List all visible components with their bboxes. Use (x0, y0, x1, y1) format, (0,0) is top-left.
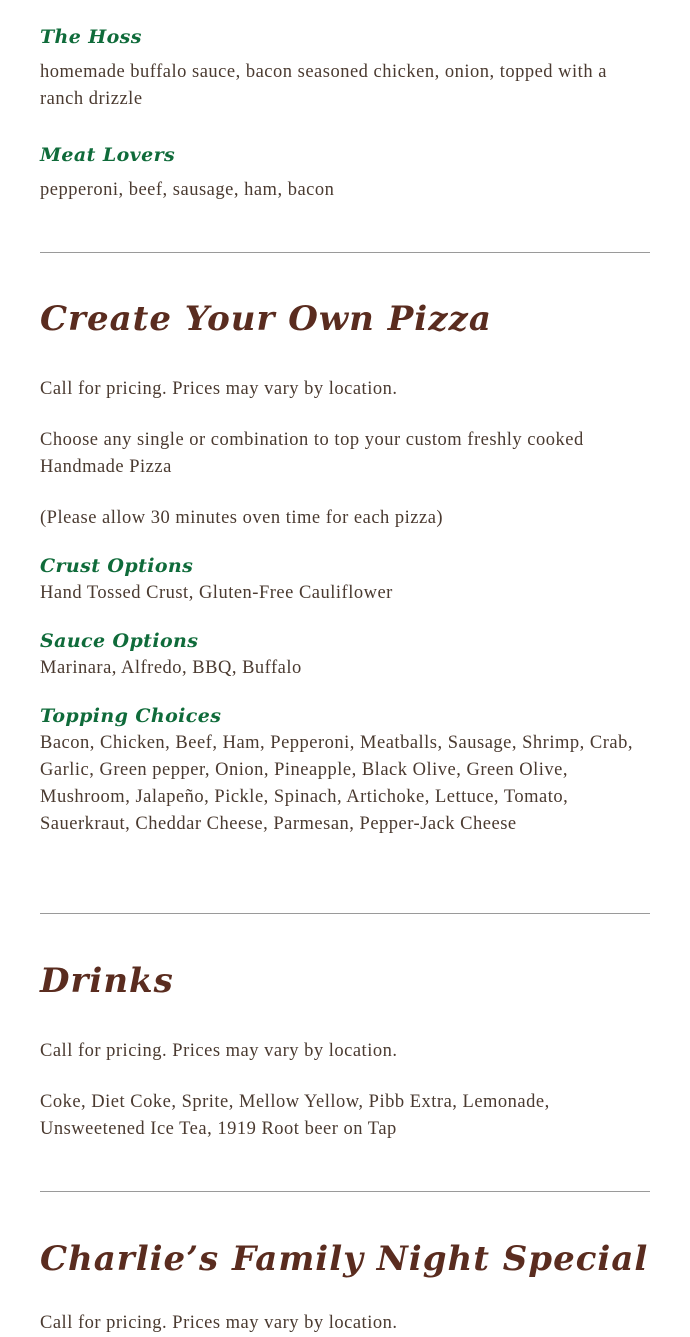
oven-time-note: (Please allow 30 minutes oven time for each pizza) (40, 508, 444, 528)
option-values: Marinara, Alfredo, BBQ, Buffalo (40, 658, 302, 678)
option-values: Hand Tossed Crust, Gluten-Free Cauliflower (40, 583, 393, 603)
menu-item-description: homemade buffalo sauce, bacon seasoned chicken, onion, topped with a ranch drizzle (40, 62, 607, 109)
option-label: Topping Choices (40, 705, 222, 727)
section-divider (40, 913, 650, 914)
menu-item (40, 25, 650, 113)
option-values: Bacon, Chicken, Beef, Ham, Pepperoni, Meatballs, Sausage, Shrimp, Crab, Garlic, Green pepper, Onion, Pineapple, Black Olive, Green Olive, Mushroom, Jalapeño, Pickle, Spinach, Artichoke, Lettuce, Tomato, Sauerkraut, Cheddar Cheese, Parmesan, Pepper-Jack Cheese (40, 733, 633, 834)
menu-item-name: The Hoss (40, 26, 142, 48)
option-label: Crust Options (40, 555, 194, 577)
section-title-create-your-own: Create Your Own Pizza (40, 299, 492, 339)
pricing-note: Call for pricing. Prices may vary by location. (40, 1313, 398, 1333)
menu-item (40, 143, 650, 204)
option-label: Sauce Options (40, 630, 199, 652)
section-divider (40, 1191, 650, 1192)
pricing-note: Call for pricing. Prices may vary by location. (40, 379, 398, 399)
section-title-family-night: Charlie’s Family Night Special (40, 1239, 649, 1279)
pricing-note: Call for pricing. Prices may vary by location. (40, 1041, 398, 1061)
section-title-drinks: Drinks (40, 961, 174, 1001)
option-group-toppings (40, 704, 650, 838)
menu-item-description: pepperoni, beef, sausage, ham, bacon (40, 180, 335, 200)
drinks-list: Coke, Diet Coke, Sprite, Mellow Yellow, Pibb Extra, Lemonade, Unsweetened Ice Tea, 1919 Root beer on Tap (40, 1092, 550, 1139)
section-divider (40, 252, 650, 253)
option-group-crust (40, 554, 650, 607)
create-your-own-intro: Choose any single or combination to top your custom freshly cooked Handmade Pizza (40, 430, 584, 477)
option-group-sauce (40, 629, 650, 682)
menu-item-name: Meat Lovers (40, 144, 176, 166)
